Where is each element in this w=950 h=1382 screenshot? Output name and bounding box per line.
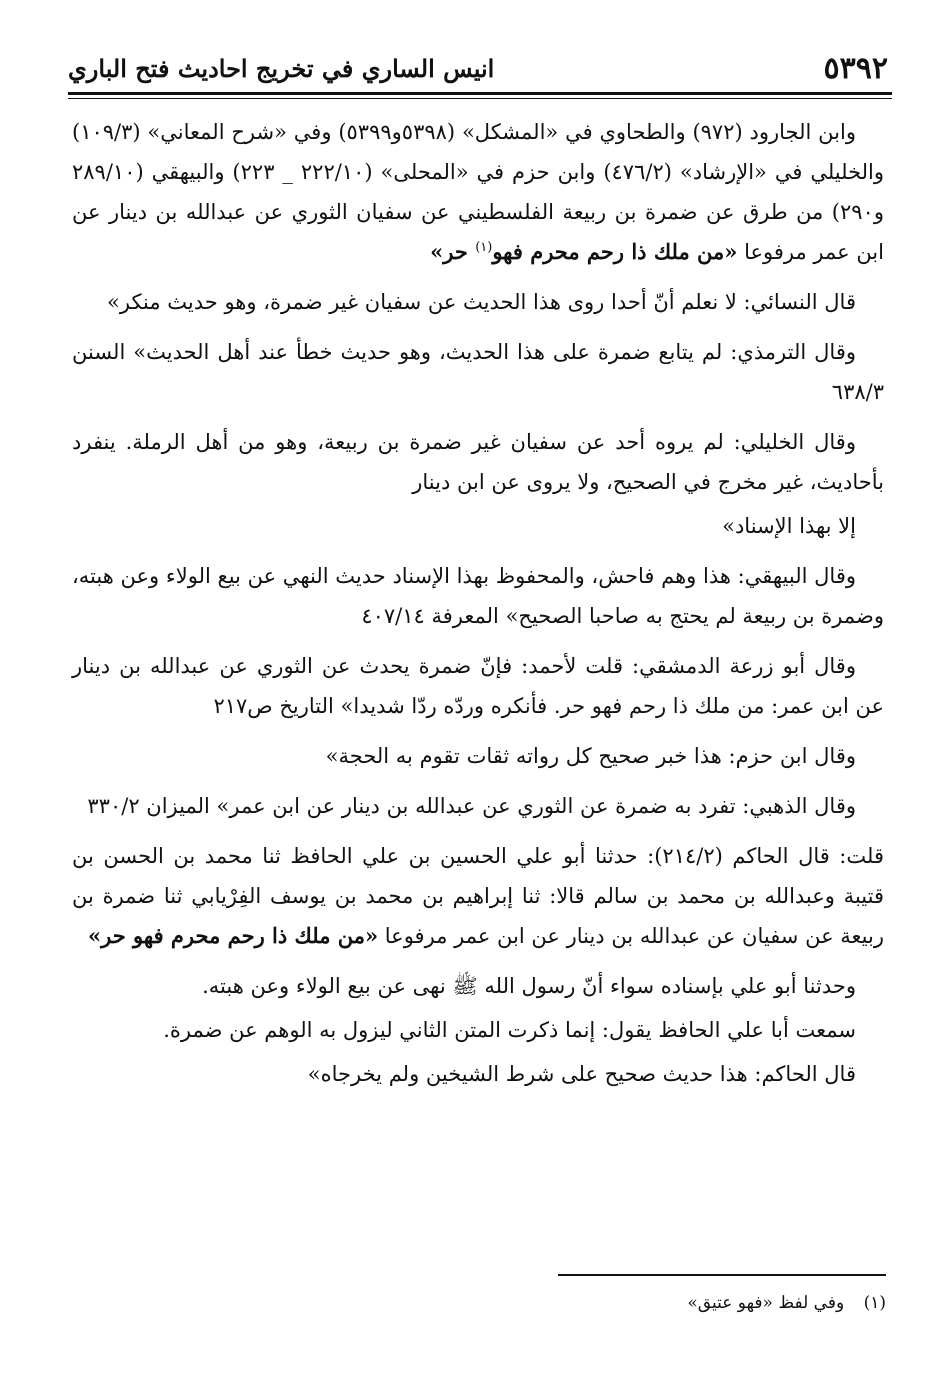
paragraph-text: سمعت أبا علي الحافظ يقول: إنما ذكرت المتن الثاني ليزول به الوهم عن ضمرة.	[163, 1018, 856, 1042]
footnote-marker: (١)	[863, 1293, 886, 1313]
hadith-text: حر»	[430, 239, 476, 264]
paragraph-text: إلا بهذا الإسناد»	[722, 514, 856, 538]
footnote-divider	[558, 1274, 886, 1276]
paragraph-text: وقال الترمذي: لم يتابع ضمرة على هذا الحديث، وهو حديث خطأ عند أهل الحديث» السنن ٦٣٨/٣	[72, 340, 884, 404]
book-title: انيس الساري في تخريج احاديث فتح الباري	[68, 53, 495, 83]
paragraph-text: وقال ابن حزم: هذا خبر صحيح كل رواته ثقات تقوم به الحجة»	[325, 744, 856, 768]
footnote-reference: (١)	[475, 240, 493, 255]
paragraph	[72, 282, 884, 322]
main-text	[72, 112, 884, 1104]
paragraph	[72, 736, 884, 776]
paragraph	[72, 836, 884, 956]
paragraph	[72, 966, 884, 1006]
paragraph	[72, 556, 884, 636]
paragraph	[72, 332, 884, 412]
paragraph-text: وقال أبو زرعة الدمشقي: قلت لأحمد: فإنّ ضمرة يحدث عن الثوري عن عبدالله بن دينار عن ابن عمر: من ملك ذا رحم فهو حر. فأنكره وردّه ردّا شديدا» التاريخ ص٢١٧	[72, 654, 884, 718]
paragraph	[72, 1054, 884, 1094]
paragraph-text: قلت: قال الحاكم (٢١٤/٢): حدثنا أبو علي الحسين بن علي الحافظ ثنا محمد بن الحسن بن قتيبة وعبدالله بن محمد بن سالم قالا: ثنا إبراهيم بن محمد بن يوسف الفِرْيابي ثنا ضمرة بن ربيعة عن سفيان عن عبدالله بن دينار عن ابن عمر مرفوعا	[72, 844, 884, 948]
paragraph	[72, 1010, 884, 1050]
header-divider	[68, 92, 892, 99]
page-number: ٥٣٩٢	[823, 50, 888, 86]
hadith-text: «من ملك ذا رحم محرم فهو حر»	[88, 923, 379, 948]
paragraph-text: وحدثنا أبو علي بإسناده سواء أنّ رسول الله ﷺ نهى عن بيع الولاء وعن هبته.	[202, 974, 856, 998]
footnote-text: وفي لفظ «فهو عتيق»	[687, 1293, 845, 1313]
page-header	[68, 48, 888, 88]
paragraph-text: وقال البيهقي: هذا وهم فاحش، والمحفوظ بهذا الإسناد حديث النهي عن بيع الولاء وعن هبته، وضمرة بن ربيعة لم يحتج به صاحبا الصحيح» المعرفة ٤٠٧/١٤	[72, 564, 884, 628]
paragraph-text: وقال الذهبي: تفرد به ضمرة عن الثوري عن عبدالله بن دينار عن ابن عمر» الميزان ٣٣٠/٢	[87, 794, 856, 818]
footnote	[500, 1290, 886, 1316]
paragraph	[72, 506, 884, 546]
paragraph	[72, 786, 884, 826]
paragraph-text: وابن الجارود (٩٧٢) والطحاوي في «المشكل» (٥٣٩٨و٥٣٩٩) وفي «شرح المعاني» (١٠٩/٣) والخليلي في «الإرشاد» (٤٧٦/٢) وابن حزم في «المحلى» (٢٢٢/١٠ _ ٢٢٣) والبيهقي (٢٨٩/١٠ و٢٩٠) من طرق عن ضمرة بن ربيعة الفلسطيني عن سفيان الثوري عن عبدالله بن دينار عن ابن عمر مرفوعا	[72, 120, 884, 264]
paragraph	[72, 422, 884, 502]
hadith-text: «من ملك ذا رحم محرم فهو	[492, 239, 738, 264]
paragraph-text: وقال الخليلي: لم يروه أحد عن سفيان غير ضمرة بن ربيعة، وهو من أهل الرملة. ينفرد بأحاديث، غير مخرج في الصحيح، ولا يروى عن ابن دينار	[72, 430, 884, 494]
paragraph	[72, 646, 884, 726]
paragraph	[72, 112, 884, 272]
paragraph-text: قال النسائي: لا نعلم أنّ أحدا روى هذا الحديث عن سفيان غير ضمرة، وهو حديث منكر»	[107, 290, 856, 314]
paragraph-text: قال الحاكم: هذا حديث صحيح على شرط الشيخين ولم يخرجاه»	[307, 1062, 856, 1086]
